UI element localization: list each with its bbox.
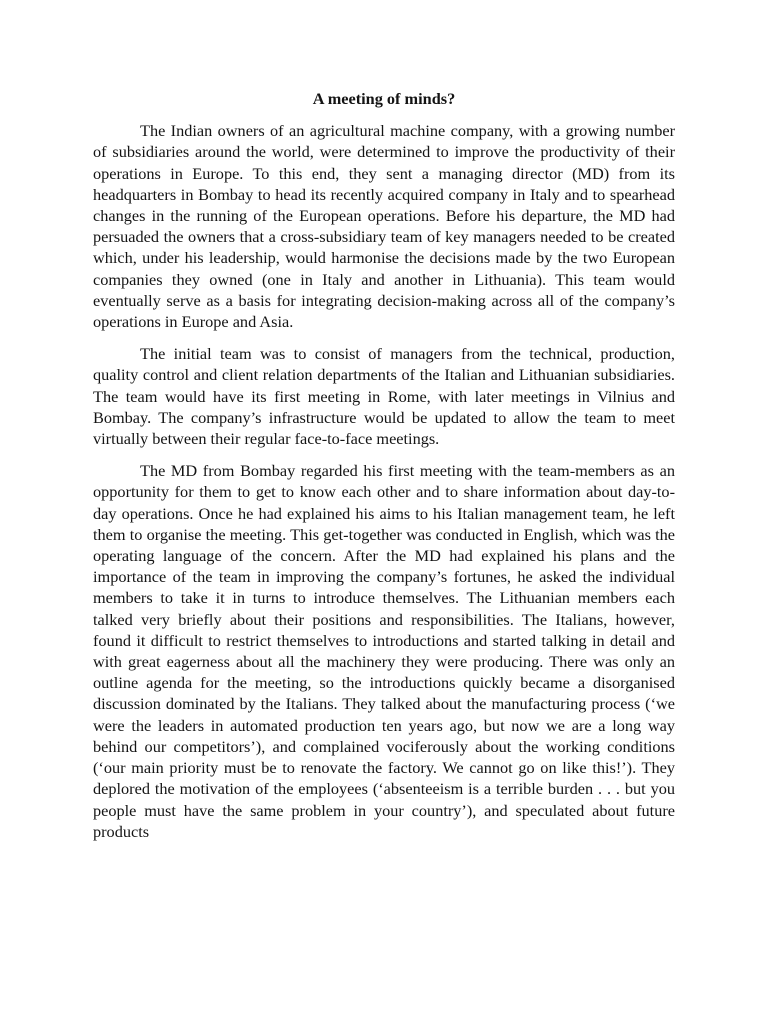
paragraph-3: The MD from Bombay regarded his first meeting with the team-members as an opportunity for them to get to know each other and to share information about day-to-day operations. Once he had explained his aims to his Italian management team, he left them to organise the meeting. This get-together was conducted in English, which was the operating language of the concern. After the MD had explained his plans and the importance of the team in improving the company’s fortunes, he asked the individual members to take it in turns to introduce themselves. The Lithuanian members each talked very briefly about their positions and responsibilities. The Italians, however, found it difficult to restrict themselves to introductions and started talking in detail and with great eagerness about all the machinery they were producing. There was only an outline agenda for the meeting, so the introductions quickly became a disorganised discussion dominated by the Italians. They talked about the manufacturing process (‘we were the leaders in automated production ten years ago, but now we are a long way behind our competitors’), and complained vociferously about the working conditions (‘our main priority must be to renovate the factory. We cannot go on like this!’). They deplored the motivation of the employees (‘absenteeism is a terrible burden . . . but you people must have the same problem in your country’), and speculated about future products (93, 461, 675, 841)
paragraph-1: The Indian owners of an agricultural machine company, with a growing number of subsidiaries around the world, were determined to improve the productivity of their operations in Europe. To this end, they sent a managing director (MD) from its headquarters in Bombay to head its recently acquired company in Italy and to spearhead changes in the running of the European operations. Before his departure, the MD had persuaded the owners that a cross-subsidiary team of key managers needed to be created which, under his leadership, would harmonise the decisions made by the two European companies they owned (one in Italy and another in Lithuania). This team would eventually serve as a basis for integrating decision-making across all of the company’s operations in Europe and Asia. (93, 121, 675, 332)
document-title: A meeting of minds? (312, 89, 456, 108)
document-page (93, 88, 675, 853)
paragraph-2: The initial team was to consist of managers from the technical, production, quality control and client relation departments of the Italian and Lithuanian subsidiaries. The team would have its first meeting in Rome, with later meetings in Vilnius and Bombay. The company’s infrastructure would be updated to allow the team to meet virtually between their regular face-to-face meetings. (93, 344, 675, 449)
